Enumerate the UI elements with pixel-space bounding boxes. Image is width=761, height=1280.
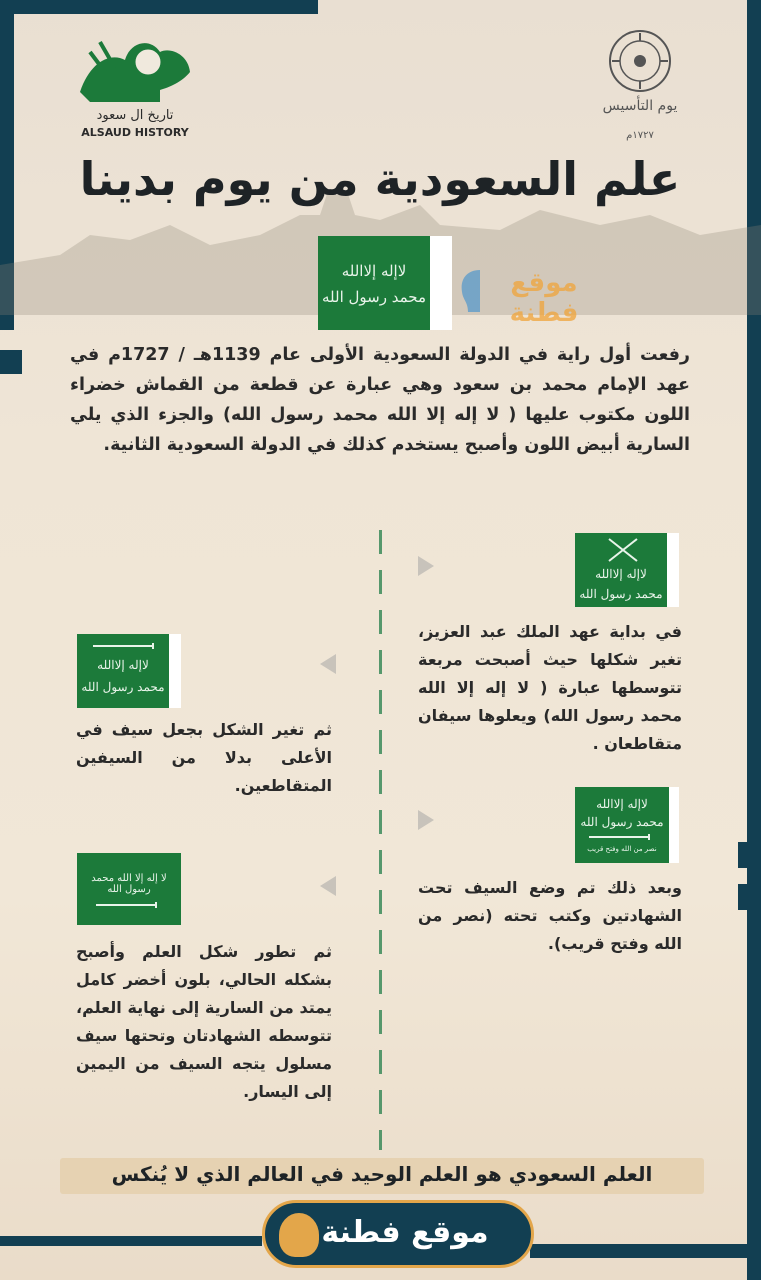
single-sword-flag [77, 634, 181, 708]
flag-text-line1: لاإله إلاالله [97, 658, 149, 672]
founding-day-logo [600, 28, 680, 148]
page-title: علم السعودية من يوم بدينا [79, 152, 681, 206]
frame-right-block-2 [738, 884, 761, 910]
timeline-arrow-left [320, 876, 336, 896]
footer-banner [60, 1158, 704, 1194]
timeline-arrow-right [418, 810, 434, 830]
frame-right-bar [747, 0, 761, 1280]
site-watermark [458, 262, 608, 328]
watermark-text: موقع فطنة [509, 268, 579, 328]
flag-text-line1: لاإله إلاالله [341, 262, 407, 280]
flag-hoist [667, 533, 679, 607]
timeline-arrow-left [320, 654, 336, 674]
frame-top-bar [0, 0, 318, 14]
footer-site-logo [262, 1200, 534, 1268]
sword-icon [94, 901, 164, 909]
timeline-arrow-right [418, 556, 434, 576]
flag-hoist [669, 787, 679, 863]
flag-hoist [169, 634, 181, 708]
frame-bottom-bar [530, 1244, 761, 1258]
frame-left-block [0, 350, 22, 374]
first-flag [318, 236, 452, 330]
timeline-text-sword-motto: وبعد ذلك تم وضع السيف تحت الشهادتين وكتب تحته (نصر من الله وفتح قريب). [418, 878, 682, 953]
flag-text-line2: محمد رسول الله [579, 587, 663, 601]
alsaud-history-logo [70, 32, 200, 142]
flag-shahada: لا إله إلا الله محمد رسول الله [91, 873, 167, 895]
timeline-line [379, 530, 382, 1150]
timeline-text-king-abdulaziz: في بداية عهد الملك عبد العزيز، تغير شكلها حيث أصبحت مربعة تتوسطها عبارة ( لا إله إلا الله محمد رسول الله) ويعلوها سيفان متقاطعان . [418, 622, 682, 753]
logo-english-text: ALSAUD HISTORY [81, 126, 189, 139]
frame-bottom-left [0, 1236, 262, 1246]
flag-motto: نصر من الله وفتح قريب [587, 845, 657, 853]
intro-paragraph: رفعت أول راية في الدولة السعودية الأولى عام 1139هـ / 1727م في عهد الإمام محمد بن سعود وهي عبارة عن قطعة من القماش خضراء اللون مكتوب عليها ( لا إله إلا الله محمد رسول الله) والجزء الذي يلي السارية أبيض اللون وأصبح يستخدم كذلك في الدولة السعودية الثانية. [70, 345, 690, 455]
founding-year-text: ١٧٢٧م [626, 130, 654, 141]
footer-site-name: موقع فطنة [321, 1215, 489, 1250]
flag-text-line1: لاإله إلاالله [595, 567, 647, 581]
flag-text-line2: محمد رسول الله [580, 815, 664, 829]
founding-day-text: يوم التأسيس [602, 98, 678, 114]
sword-icon [91, 642, 161, 650]
timeline-text-current-flag: ثم تطور شكل العلم وأصبح بشكله الحالي، بلون أخضر كامل يمتد من السارية إلى نهاية العلم، تتوسطه الشهادتان وتحتها سيف مسلول يتجه السيف من اليمين إلى اليسار. [76, 942, 332, 1101]
frame-right-block-1 [738, 842, 761, 868]
current-flag [77, 853, 181, 925]
sword-motto-flag [575, 787, 679, 863]
flag-text-line2: محمد رسول الله [321, 288, 426, 306]
crossed-swords-icon [603, 537, 643, 563]
horse-rider-icon [70, 32, 200, 108]
flag-hoist [430, 236, 452, 330]
flag-text-line2: محمد رسول الله [81, 680, 165, 694]
crossed-swords-flag [575, 533, 679, 607]
timeline-text-single-sword: ثم تغير الشكل بجعل سيف في الأعلى بدلا من السيفين المتقاطعين. [76, 720, 332, 795]
logo-arabic-text: تاريخ ال سعود [96, 108, 174, 123]
sword-icon [587, 833, 657, 841]
flag-text-line1: لاإله إلاالله [596, 797, 648, 811]
footer-banner-text: العلم السعودي هو العلم الوحيد في العالم الذي لا يُنكس [111, 1162, 653, 1186]
emblem-icon [600, 28, 680, 94]
